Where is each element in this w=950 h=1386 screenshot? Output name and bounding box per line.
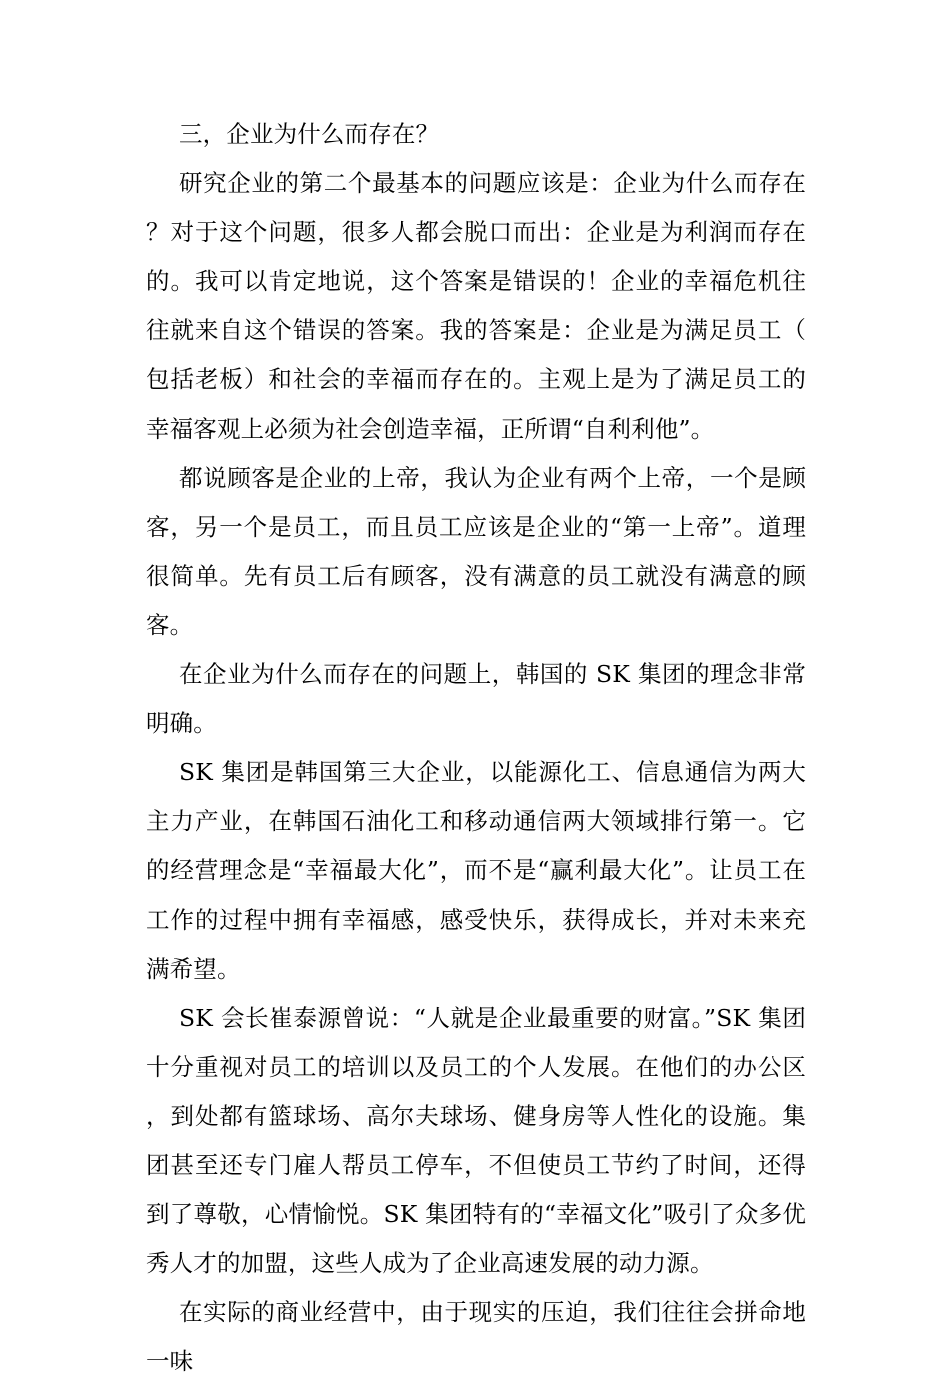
paragraph: SK 集团是韩国第三大企业，以能源化工、信息通信为两大主力产业，在韩国石油化工和移动通信两大领域排行第一。它的经营理念是“幸福最大化”，而不是“赢利最大化”。让员工在工作的过程中拥有幸福感，感受快乐，获得成长，并对未来充满希望。 [146, 758, 806, 983]
paragraph: 都说顾客是企业的上帝，我认为企业有两个上帝，一个是顾客，另一个是员工，而且员工应该是企业的“第一上帝”。道理很简单。先有员工后有顾客，没有满意的员工就没有满意的顾客。 [146, 463, 806, 639]
section-heading: 三，企业为什么而存在？ [179, 120, 440, 148]
paragraph: SK 会长崔泰源曾说：“人就是企业最重要的财富。”SK 集团十分重视对员工的培训以及员工的个人发展。在他们的办公区，到处都有篮球场、高尔夫球场、健身房等人性化的设施。集团甚至还专门雇人帮员工停车，不但使员工节约了时间，还得到了尊敬，心情愉悦。SK 集团特有的“幸福文化”吸引了众多优秀人才的加盟，这些人成为了企业高速发展的动力源。 [146, 1003, 806, 1278]
paragraph: 研究企业的第二个最基本的问题应该是：企业为什么而存在？对于这个问题，很多人都会脱口而出：企业是为利润而存在的。我可以肯定地说，这个答案是错误的！企业的幸福危机往往就来自这个错误的答案。我的答案是：企业是为满足员工（包括老板）和社会的幸福而存在的。主观上是为了满足员工的幸福客观上必须为社会创造幸福，正所谓“自利利他”。 [146, 169, 806, 443]
paragraph: 在实际的商业经营中，由于现实的压迫，我们往往会拼命地一味 [146, 1298, 806, 1376]
paragraph: 在企业为什么而存在的问题上，韩国的 SK 集团的理念非常明确。 [146, 660, 806, 738]
document-page [146, 110, 806, 1386]
